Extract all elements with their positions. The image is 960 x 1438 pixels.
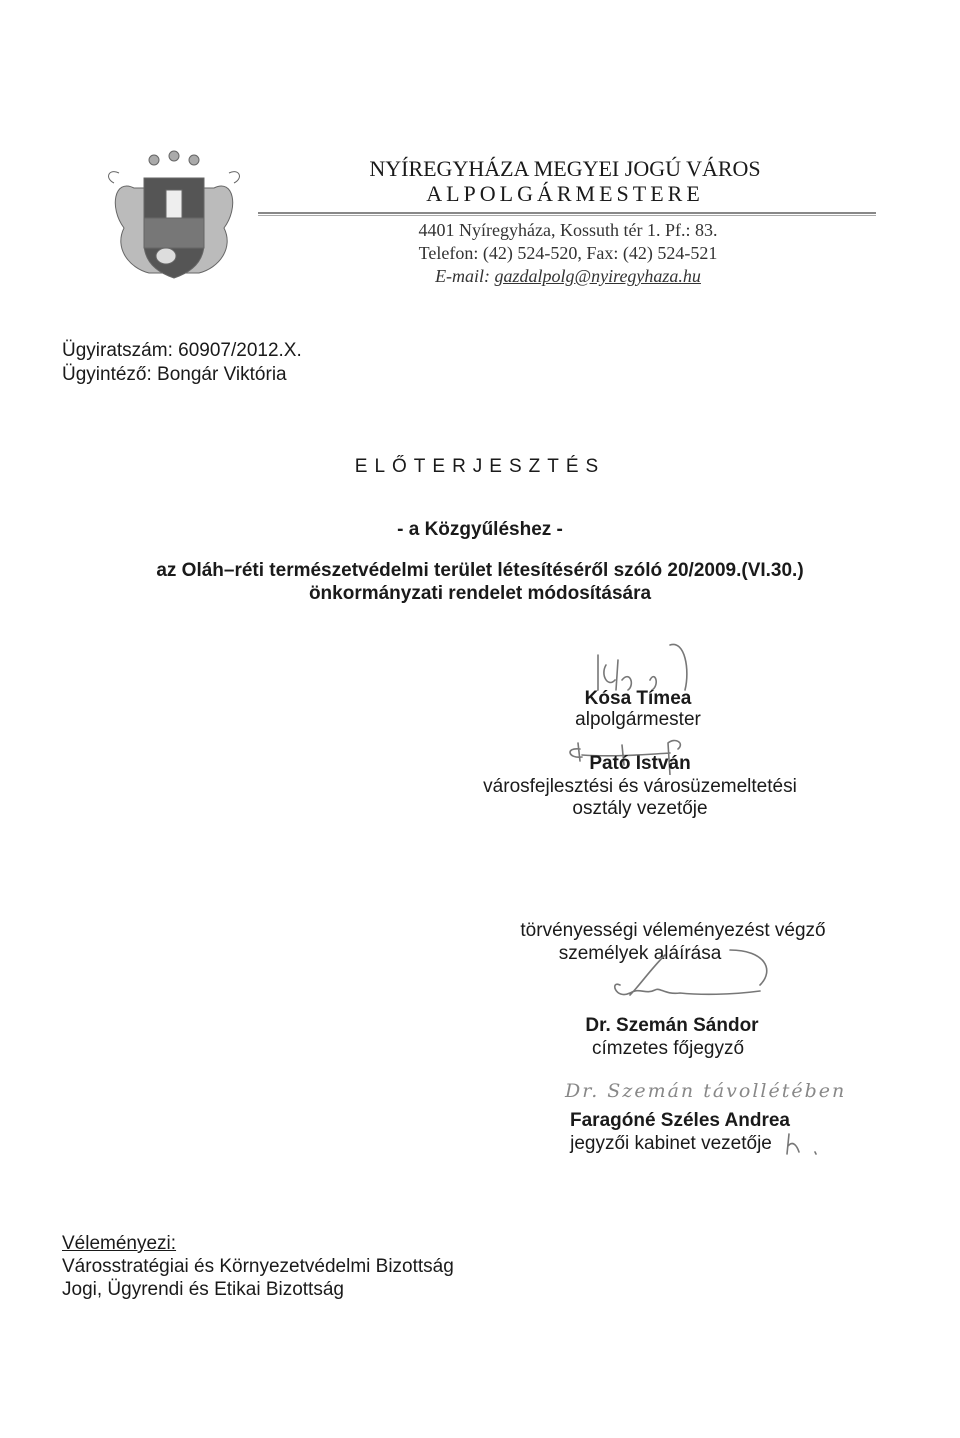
signatory-title: alpolgármester (575, 709, 701, 730)
letterhead-address: 4401 Nyíregyháza, Kossuth tér 1. Pf.: 83. (418, 220, 718, 240)
case-officer: Ügyintéző: Bongár Viktória (62, 364, 287, 385)
coat-of-arms-logo (104, 148, 244, 294)
signatory-title-line2: osztály vezetője (572, 798, 708, 819)
signature-initial (785, 1132, 825, 1158)
email-link[interactable]: gazdalpolg@nyiregyhaza.hu (494, 266, 701, 286)
reviewer-title: jegyzői kabinet vezetője (570, 1133, 772, 1154)
handwritten-note: Dr. Szemán távollétében (565, 1080, 847, 1102)
signatory-name: Pató István (589, 753, 691, 774)
signatory-title-line1: városfejlesztési és városüzemeltetési (483, 776, 797, 797)
committee-item: Jogi, Ügyrendi és Etikai Bizottság (62, 1279, 344, 1300)
signature-szeman-sandor (600, 945, 780, 1005)
legal-review-heading-line2: személyek aláírása (558, 943, 722, 964)
letterhead-phone: Telefon: (42) 524-520, Fax: (42) 524-521 (418, 243, 718, 263)
reviewed-by-label: Véleményezi: (62, 1233, 177, 1254)
letterhead-email-line (435, 265, 701, 287)
reviewer-name: Dr. Szemán Sándor (585, 1015, 759, 1036)
document-heading: ELŐTERJESZTÉS (354, 456, 606, 477)
committee-item: Városstratégiai és Környezetvédelmi Bizottság (62, 1256, 454, 1277)
signatory-name: Kósa Tímea (584, 688, 692, 709)
letterhead-title: NYÍREGYHÁZA MEGYEI JOGÚ VÁROS (369, 156, 761, 181)
reviewer-name: Faragóné Széles Andrea (570, 1110, 790, 1131)
document-subject-line1: az Oláh–réti természetvédelmi terület létesítéséről szóló 20/2009.(VI.30.) (156, 560, 804, 581)
document-subject-line2: önkormányzati rendelet módosítására (308, 583, 652, 604)
email-label: E-mail: (435, 266, 491, 286)
reviewer-title: címzetes főjegyző (591, 1038, 745, 1059)
legal-review-heading-line1: törvényességi véleményezést végző (520, 920, 826, 941)
letterhead-subtitle: ALPOLGÁRMESTERE (426, 181, 704, 206)
letterhead-rule (258, 212, 876, 216)
case-number: Ügyiratszám: 60907/2012.X. (62, 340, 302, 361)
document-addressee: - a Közgyűléshez - (397, 519, 563, 540)
